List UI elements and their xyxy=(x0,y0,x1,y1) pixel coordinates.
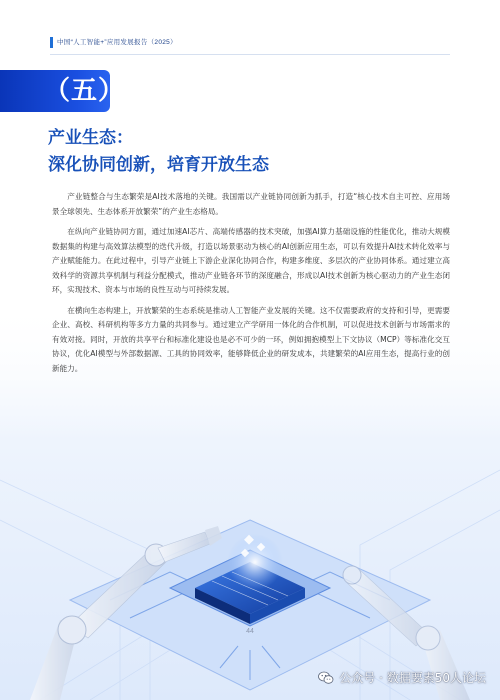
page-number: 44 xyxy=(246,628,254,635)
section-title-line2: 深化协同创新，培育开放生态 xyxy=(48,155,269,175)
paragraph: 产业链整合与生态繁荣是AI技术落地的关键。我国需以产业链协同创新为抓手，打造“核心技术自主可控、应用场景全球领先、生态体系开放繁荣”的产业生态格局。 xyxy=(52,192,450,216)
watermark-text: 公众号 · 数据要素50人论坛 xyxy=(339,671,486,685)
section-number: （五） xyxy=(44,76,126,106)
paragraph: 在横向生态构建上，开放繁荣的生态系统是推动人工智能产业发展的关键。这不仅需要政府的支持和引导，更需要企业、高校、科研机构等多方力量的共同参与。通过建立产学研用一体化的合作机制，可以促进技术创新与市场需求的有效对接。同时，开放的共享平台和标准化建设也是必不可少的一环，例如拥抱模型上下文协议（MCP）等标准化交互协议，优化AI模型与外部数据源、工具的协同效率，能够降低企业的研发成本，共建繁荣的AI应用生态，提高行业的创新能力。 xyxy=(52,305,450,373)
wechat-icon xyxy=(318,671,334,685)
report-header-title: 中国“人工智能+”应用发展报告（2025） xyxy=(57,39,177,46)
section-title-line1: 产业生态： xyxy=(48,128,133,148)
header-divider xyxy=(50,54,450,55)
header-accent-bar xyxy=(50,37,53,48)
body-text xyxy=(52,190,450,382)
paragraph: 在纵向产业链协同方面，通过加速AI芯片、高端传感器的技术突破，加强AI算力基础设施的性能优化，推动大规模数据集的构建与高效算法模型的迭代升级，打造以场景驱动为核心的AI创新应用生态，可以有效提升AI技术转化效率与产业赋能能力。在此过程中，引导产业链上下游企业深化协同合作，构建多维度、多层次的产业协同体系。通过建立高效科学的资源共享机制与利益分配模式，推动产业链各环节的深度融合，形成以AI技术创新为核心驱动力的产业生态闭环，实现技术、资本与市场的良性互动与可持续发展。 xyxy=(52,227,450,294)
watermark xyxy=(318,669,486,686)
